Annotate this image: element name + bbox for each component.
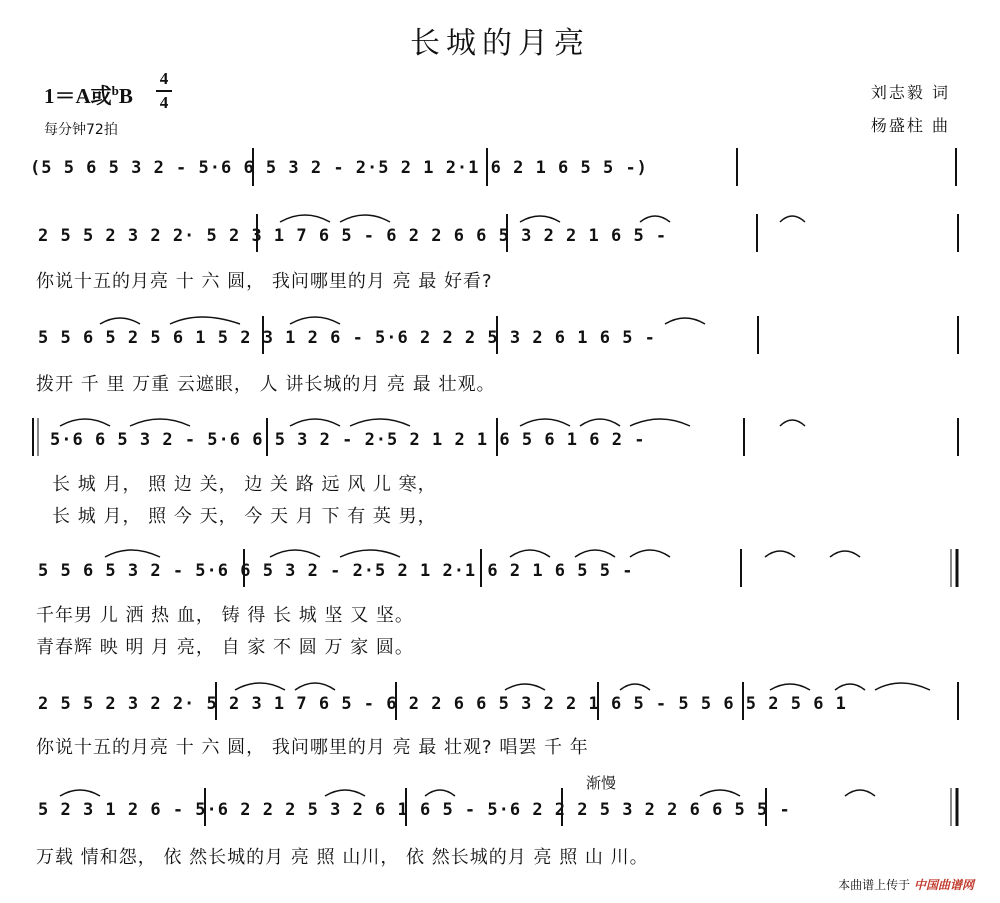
lyrics-line-4b: 长 城 月， 照 今 天， 今 天 月 下 有 英 男，: [52, 506, 437, 527]
barlines: [33, 148, 958, 826]
notes-line-6: 2 5 5 2 3 2 2· 5 2 3 1 7 6 5 - 6 2 2 6 6 5 3 2 2 1 6 5 - 5 5 6 5 2 5 6 1: [38, 694, 847, 714]
notes-line-5: 5 5 6 5 3 2 - 5·6 6 5 3 2 - 2·5 2 1 2·1 6 2 1 6 5 5 -: [38, 561, 634, 581]
slurs: [60, 215, 930, 796]
flat-sign: b: [111, 83, 119, 98]
lyrics-line-2: 你说十五的月亮 十 六 圆， 我问哪里的月 亮 最 好看?: [36, 271, 493, 292]
time-denominator: 4: [159, 93, 169, 112]
site-logo[interactable]: 中国曲谱网: [913, 878, 974, 892]
lyrics-line-5b: 青春辉 映 明 月 亮， 自 家 不 圆 万 家 圆。: [36, 637, 414, 658]
upload-footer: [838, 876, 974, 893]
lyrics-line-4a: 长 城 月， 照 边 关， 边 关 路 远 风 儿 寒，: [52, 474, 437, 495]
lyricist-credit: 刘志毅 词: [870, 83, 950, 102]
composer-credit: 杨盛柱 曲: [870, 116, 950, 135]
page-title: 长城的月亮: [410, 26, 590, 61]
lyrics-line-6: 你说十五的月亮 十 六 圆， 我问哪里的月 亮 最 壮观? 唱罢 千 年: [36, 737, 589, 758]
lyrics-line-5a: 千年男 儿 洒 热 血， 铸 得 长 城 坚 又 坚。: [36, 605, 414, 626]
upload-text: 本曲谱上传于: [838, 878, 911, 892]
notes-line-1: (5 5 6 5 3 2 - 5·6 6 5 3 2 - 2·5 2 1 2·1 6 2 1 6 5 5 -): [30, 158, 648, 178]
ritardando-marking: 渐慢: [586, 774, 617, 792]
notes-line-2: 2 5 5 2 3 2 2· 5 2 3 1 7 6 5 - 6 2 2 6 6 5 3 2 2 1 6 5 -: [38, 226, 668, 246]
time-numerator: 4: [156, 68, 172, 92]
notes-line-3: 5 5 6 5 2 5 6 1 5 2 3 1 2 6 - 5·6 2 2 2 5 3 2 6 1 6 5 -: [38, 328, 656, 348]
notes-line-4: 5·6 6 5 3 2 - 5·6 6 5 3 2 - 2·5 2 1 2 1 6 5 6 1 6 2 -: [50, 430, 646, 450]
key-prefix: 1＝A或: [44, 84, 112, 108]
notes-line-7: 5 2 3 1 2 6 - 5·6 2 2 2 5 3 2 6 1 6 5 - 5·6 2 2 2 5 3 2 2 6 6 5 5 -: [38, 800, 791, 820]
lyrics-line-7: 万载 情和怨， 依 然长城的月 亮 照 山川， 依 然长城的月 亮 照 山 川。: [36, 847, 649, 868]
tempo-marking: 每分钟72拍: [44, 122, 118, 138]
key-note: B: [118, 84, 133, 108]
lyrics-line-3: 拨开 千 里 万重 云遮眼， 人 讲长城的月 亮 最 壮观。: [36, 374, 496, 395]
